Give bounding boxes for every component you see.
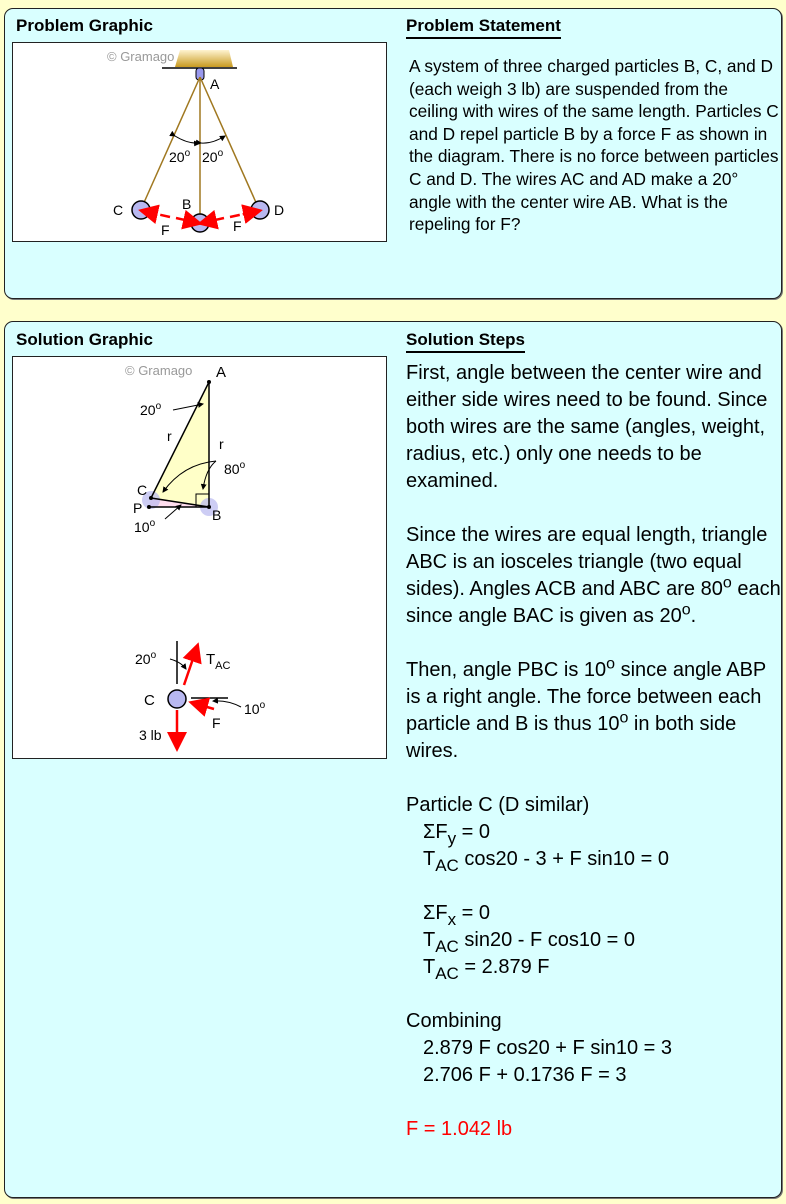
fbd-label-c: C	[144, 692, 155, 709]
angle-left-label: 20$^o$	[169, 148, 191, 165]
problem-diagram	[13, 43, 385, 240]
angle-arc-right	[201, 136, 225, 143]
fbd-label-f: F	[212, 715, 221, 731]
label-f-right: F	[233, 218, 242, 234]
label-c: C	[137, 482, 148, 498]
fbd-angle-20-pointer	[170, 659, 186, 669]
problem-graphic-heading: Problem Graphic	[16, 16, 153, 35]
point-a	[207, 380, 211, 384]
label-f-left: F	[161, 222, 170, 238]
particle-d	[251, 201, 269, 219]
solution-graphic	[12, 356, 387, 759]
ceiling	[175, 50, 233, 67]
problem-statement-heading: Problem Statement	[406, 16, 561, 39]
sum-fy-equation: $\Sigma F_y = 0$	[423, 821, 491, 848]
force-f-arrow	[193, 703, 214, 709]
r-right-label: r	[219, 436, 224, 452]
equation-3: $T_{AC} = 2.879$ F	[423, 956, 550, 983]
label-a: A	[216, 364, 227, 381]
angle-10-label: 10$^o$	[134, 518, 156, 535]
fbd-weight-label: 3 lb	[139, 727, 162, 743]
point-c	[149, 496, 153, 500]
point-p	[147, 505, 151, 509]
angle-20-label: 20$^o$	[140, 401, 162, 418]
wire-ad	[200, 77, 258, 207]
watermark: © Gramago	[125, 363, 193, 378]
fbd-tension-label: $T_{AC}$	[206, 651, 231, 672]
equation-2: $T_{AC}$ sin20 - F cos10 = 0	[423, 929, 636, 956]
fbd-angle-10-label: 10$^o$	[244, 700, 266, 717]
problem-graphic	[12, 42, 387, 242]
wire-ac	[142, 77, 200, 207]
label-c: C	[113, 202, 124, 218]
r-left-label: r	[167, 428, 172, 444]
combining-heading: Combining	[406, 1010, 502, 1032]
problem-statement: A system of three charged particles B, C, and D (each weigh 3 lb) are suspended from the ceiling with wires of the same length. Particles C and D repel particle B by a force F as shown in the diagram. There is no force between particles C and D. The wires AC and AD make a 20° angle with the center wire AB. What is the repeling for F?	[409, 56, 779, 235]
watermark: © Gramago	[107, 49, 175, 64]
step-paragraph-2: Since the wires are equal length, triangle ABC is an iosceles triangle (two equal sides). Angles ACB and ABC are 80$^o$ each since angle BAC is given as 20$^o$.	[406, 524, 781, 627]
label-d: D	[274, 202, 285, 218]
solution-panel	[4, 321, 782, 1198]
angle-arc-left	[175, 136, 199, 143]
solution-graphic-heading: Solution Graphic	[16, 330, 153, 349]
label-p: P	[133, 500, 143, 516]
sum-fx-equation: $\Sigma F_x = 0$	[423, 902, 491, 929]
particle-c	[132, 201, 150, 219]
label-a: A	[210, 76, 220, 92]
label-b: B	[182, 196, 192, 212]
point-b	[207, 505, 211, 509]
angle-80-label: 80$^o$	[224, 460, 246, 477]
fbd-angle-20-label: 20$^o$	[135, 650, 157, 667]
final-answer: F = 1.042 lb	[406, 1118, 513, 1140]
solution-steps	[406, 360, 781, 1143]
equation-4: 2.879 F cos20 + F sin10 = 3	[423, 1037, 673, 1059]
problem-panel	[4, 8, 782, 299]
solution-steps-heading: Solution Steps	[406, 330, 525, 353]
step-paragraph-3: Then, angle PBC is 10$^o$ since angle ABP is a right angle. The force between each particle and B is thus 10$^o$ in both side wires.	[406, 655, 766, 762]
solution-diagram	[13, 357, 385, 757]
tension-arrow	[184, 647, 197, 685]
fbd-angle-10-pointer	[213, 701, 241, 707]
equation-5: 2.706 F + 0.1736 F = 3	[423, 1064, 627, 1086]
label-b: B	[212, 507, 222, 523]
particle-c-heading: Particle C (D similar)	[406, 794, 590, 816]
angle-right-label: 20$^o$	[202, 148, 224, 165]
fbd-particle-c	[168, 690, 186, 708]
equation-1: $T_{AC}$ cos20 - 3 + F sin10 = 0	[423, 848, 669, 875]
step-paragraph-1: First, angle between the center wire and either side wires need to be found. Since both wires are the same (angles, weight, radius, etc.) only one needs to be examined.	[406, 362, 768, 492]
